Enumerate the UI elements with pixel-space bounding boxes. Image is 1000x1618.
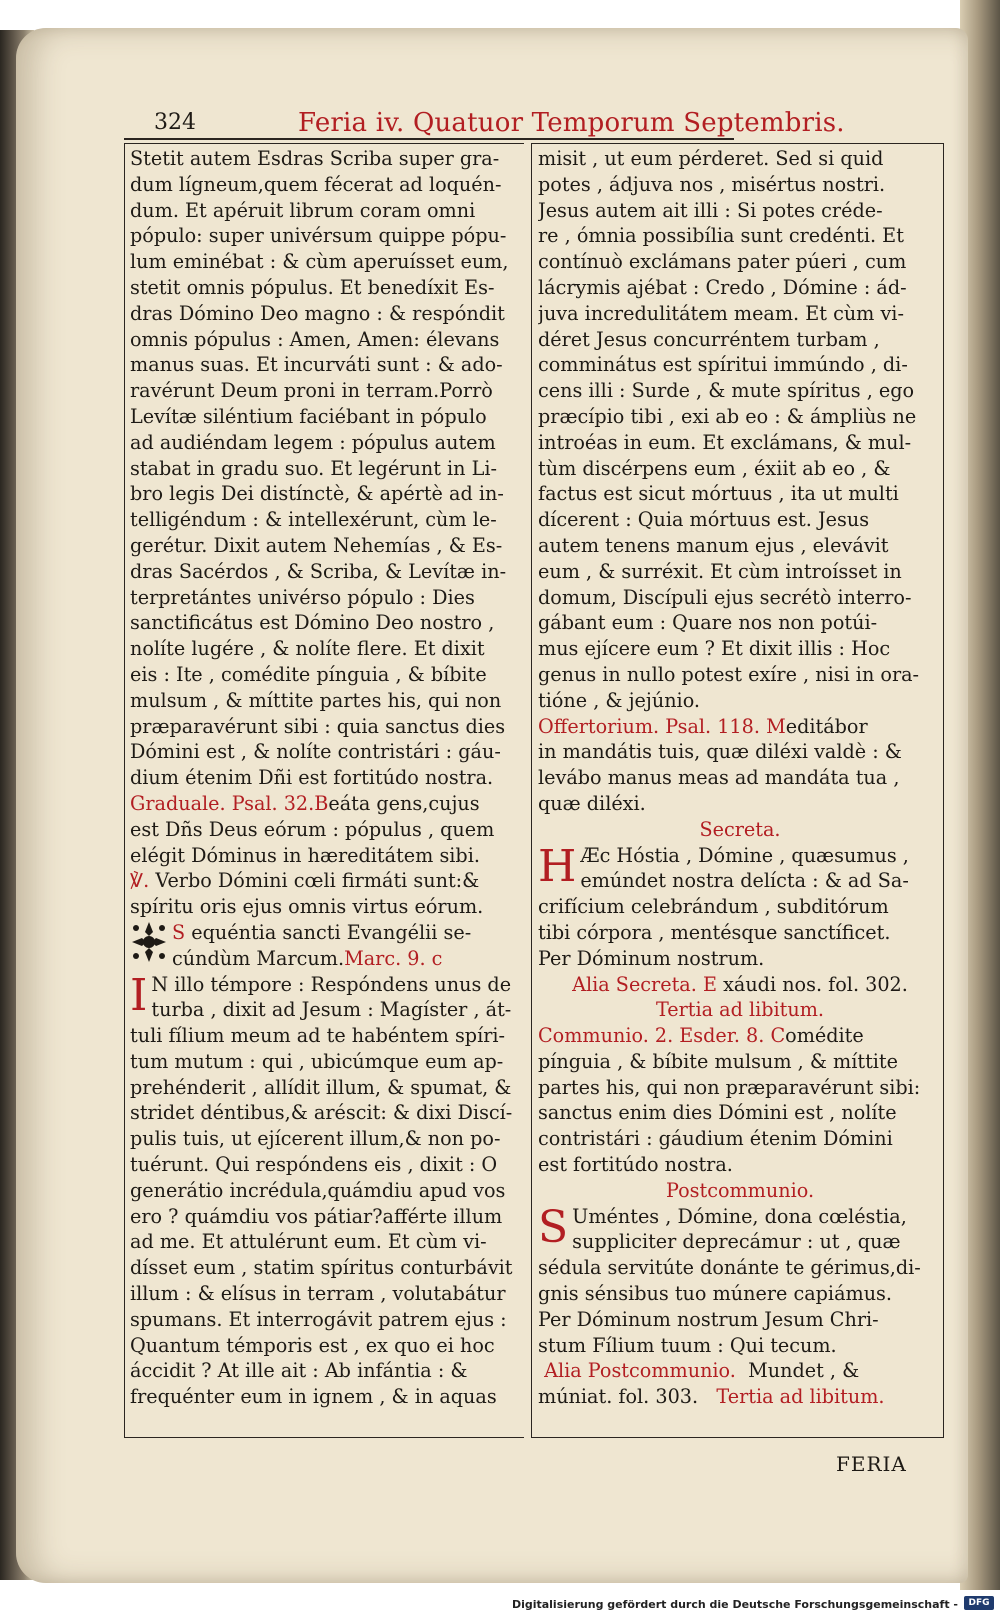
text-line: dium étenim Dñi est fortitúdo nostra. xyxy=(130,766,494,790)
gospel-reference: Marc. 9. c xyxy=(344,946,443,970)
tertia-ad-libitum-2: Tertia ad libitum. xyxy=(716,1385,885,1409)
text-line: gábant eum : Quare nos non potúi- xyxy=(538,611,878,635)
text-line: cens illi : Surde , & mute spíritus , ego xyxy=(538,379,915,403)
text-line: stabat in gradu suo. Et legérunt in Li- xyxy=(130,456,497,480)
gospel-line: N illo témpore : Respóndens unus de xyxy=(151,972,512,996)
text-line: Dómini est , & nolíte contristári : gáu- xyxy=(130,740,501,764)
text-line: tióne , & jejúnio. xyxy=(538,688,701,712)
gradual-first-text: eáta gens,cujus xyxy=(328,791,480,815)
gradual-line: est Dñs Deus eórum : pópulus , quem xyxy=(130,817,495,841)
postcommunion-heading: Postcommunio. xyxy=(665,1178,815,1202)
alia-postcommunio-line xyxy=(538,1358,942,1384)
text-line: manus suas. Et incurváti sunt : & ado- xyxy=(130,353,503,377)
postcommunion-line: sédula servitúte donánte te gérimus,di- xyxy=(538,1256,921,1280)
gospel-line: tuli fílium meum ad te habéntem spíri- xyxy=(130,1024,505,1048)
communion-line xyxy=(538,1023,942,1049)
offertory-first-text: editábor xyxy=(785,714,868,738)
text-line: eis : Ite , comédite pínguia , & bíbite xyxy=(130,662,487,686)
gospel-line: tuérunt. Qui respóndens eis , dixit : O xyxy=(130,1153,498,1177)
gradual-initial: B xyxy=(314,791,329,815)
postcommunion-line: gnis sénsibus tuo múnere capiámus. xyxy=(538,1282,893,1306)
gospel-line: pulis tuis, ut ejícerent illum,& non po- xyxy=(130,1127,501,1151)
text-line: terpretántes univérso pópulo : Dies xyxy=(130,585,475,609)
secret-line: Per Dóminum nostrum. xyxy=(538,946,765,970)
alia-secreta-line xyxy=(538,972,942,998)
secret-line: crifícium celebrándum , subditórum xyxy=(538,895,889,919)
gospel-ornament-icon xyxy=(130,920,168,964)
text-line: factus est sicut mórtuus , ita ut multi xyxy=(538,482,899,506)
text-line: contínuò exclámans pater púeri , cum xyxy=(538,250,907,274)
text-line: dum lígneum,quem fécerat ad loquén- xyxy=(130,172,502,196)
gospel-line: illum : & elísus in terram , volutabátur xyxy=(130,1282,506,1306)
text-line: lácrymis ajébat : Credo , Dómine : ád- xyxy=(538,275,907,299)
secret-line: Æc Hóstia , Dómine , quæsumus , xyxy=(580,843,909,867)
postcommunion-line: Uméntes , Dómine, dona cœléstia, xyxy=(572,1204,907,1228)
postcommunion-line: Per Dóminum nostrum Jesum Chri- xyxy=(538,1307,879,1331)
offertory-line: quæ diléxi. xyxy=(538,791,646,815)
gospel-heading-line-1: equéntia sancti Evangélii se- xyxy=(191,920,472,944)
text-line: re , ómnia possibília sunt credénti. Et xyxy=(538,224,904,248)
text-line: ad audiéndam legem : pópulus autem xyxy=(130,430,496,454)
gospel-line: dísset eum , statim spíritus conturbávit xyxy=(130,1256,513,1280)
text-line: autem tenens manum ejus , elevávit xyxy=(538,533,889,557)
text-line: nolíte lugére , & nolíte flere. Et dixit xyxy=(130,637,485,661)
text-line: dras Dómino Deo magno : & respóndit xyxy=(130,301,505,325)
communion-line: est fortitúdo nostra. xyxy=(538,1153,733,1177)
gospel-text xyxy=(130,969,522,1411)
text-line: genus in nullo potest exíre , nisi in ora- xyxy=(538,662,920,686)
alia-postcommunio-text: Mundet , & xyxy=(748,1359,860,1383)
postcommunion-line: suppliciter deprecámur : ut , quæ xyxy=(572,1230,901,1254)
text-line: eum , & surréxit. Et cùm introísset in xyxy=(538,559,902,583)
versicle-mark: ℣. xyxy=(130,869,150,893)
text-line: Levítæ siléntium faciébant in pópulo xyxy=(130,404,487,428)
text-line: Jesus autem ait illi : Si potes créde- xyxy=(538,198,883,222)
secret-line: emúndet nostra delícta : & ad Sa- xyxy=(580,869,909,893)
tertia-ad-libitum: Tertia ad libitum. xyxy=(655,998,825,1022)
header-rule xyxy=(124,138,734,140)
gospel-continuation xyxy=(538,146,942,714)
versicle-text: Verbo Dómini cœli firmáti sunt:& xyxy=(155,869,480,893)
text-line: potes , ádjuva nos , misértus nostri. xyxy=(538,172,886,196)
postcommunion-line: stum Fílium tuum : Qui tecum. xyxy=(538,1333,837,1357)
text-line: introéas in eum. Et exclámans, & mul- xyxy=(538,430,912,454)
secret-line: tibi córpora , mentésque sanctíficet. xyxy=(538,920,891,944)
gospel-line: ero ? quámdiu vos pátiar?afférte illum xyxy=(130,1204,503,1228)
secret-heading: Secreta. xyxy=(699,817,781,841)
text-line: misit , ut eum pérderet. Sed si quid xyxy=(538,147,884,170)
gospel-dropcap: I xyxy=(130,969,148,1021)
postcommunion-text xyxy=(538,1201,942,1359)
catchword: FERIA xyxy=(836,1452,907,1476)
communion-initial: C xyxy=(770,1024,786,1048)
text-line: tùm discérpens eum , éxiit ab eo , & xyxy=(538,456,891,480)
text-line: præcípio tibi , exi ab eo : & ámpliùs ne xyxy=(538,404,917,428)
communion-line: sanctus enim dies Dómini est , nolíte xyxy=(538,1101,897,1125)
offertory-label: Offertorium. Psal. 118. xyxy=(538,714,760,738)
text-line: gerétur. Dixit autem Nehemías , & Es- xyxy=(130,533,503,557)
text-line: domum, Discípuli ejus secrétò interro- xyxy=(538,585,912,609)
text-line: sanctificátus est Dómino Deo nostro , xyxy=(130,611,495,635)
gospel-line: Quantum témporis est , ex quo ei hoc xyxy=(130,1333,495,1357)
versicle-line: spíritu oris ejus omnis virtus eórum. xyxy=(130,895,484,919)
gospel-heading xyxy=(130,920,522,972)
text-line: déret Jesus concurréntem turbam , xyxy=(538,327,880,351)
digitization-credit: Digitalisierung gefördert durch die Deutsche Forschungsgemeinschaft - xyxy=(511,1598,958,1611)
communion-line: contristári : gáudium étenim Dómini xyxy=(538,1127,893,1151)
text-line: præparavérunt sibi : quia sanctus dies xyxy=(130,714,506,738)
gospel-line: turba , dixit ad Jesum : Magíster , át- xyxy=(151,998,512,1022)
text-line: telligéndum : & intellexérunt, cùm le- xyxy=(130,508,497,532)
offertory-initial: M xyxy=(766,714,786,738)
gospel-line: stridet déntibus,& aréscit: & dixi Discí- xyxy=(130,1101,513,1125)
gospel-line: tum mutum : qui , ubicúmque eum ap- xyxy=(130,1049,504,1073)
gospel-heading-line-2: cúndùm Marcum. xyxy=(172,946,345,970)
gospel-line: spumans. Et interrogávit patrem ejus : xyxy=(130,1307,507,1331)
gradual-line: elégit Dóminus in hæreditátem sibi. xyxy=(130,843,480,867)
gospel-line: prehénderit , allídit illum, & spumat, & xyxy=(130,1075,512,1099)
text-line: comminátus est spíritui immúndo , di- xyxy=(538,353,908,377)
secret-text xyxy=(538,840,942,972)
text-line: Stetit autem Esdras Scriba super gra- xyxy=(130,147,500,170)
offertory-line: levábo manus meas ad mandáta tua , xyxy=(538,766,900,790)
gradual-line xyxy=(130,791,522,817)
communion-label: Communio. 2. Esder. 8. xyxy=(538,1024,765,1048)
alia-secreta-label: Alia Secreta. xyxy=(572,972,697,996)
gospel-initial: S xyxy=(172,920,186,944)
alia-postcommunio-label: Alia Postcommunio. xyxy=(544,1359,736,1383)
text-line: juva incredulitátem meam. Et cùm vi- xyxy=(538,301,904,325)
communion-text xyxy=(538,1049,942,1178)
offertory-line: in mandátis tuis, quæ diléxi valdè : & xyxy=(538,740,902,764)
gospel-line: ad me. Et attulérunt eum. Et cùm vi- xyxy=(130,1230,487,1254)
text-line: stetit omnis pópulus. Et benedíxit Es- xyxy=(130,275,495,299)
offertory-line xyxy=(538,714,942,740)
alia-secreta-text: xáudi nos. fol. 302. xyxy=(723,972,908,996)
communion-line: partes his, qui non præparavérunt sibi: xyxy=(538,1075,921,1099)
text-line: omnis pópulus : Amen, Amen: élevans xyxy=(130,327,500,351)
text-line: ravérunt Deum proni in terram.Porrò xyxy=(130,379,493,403)
communion-first-text: omédite xyxy=(785,1024,864,1048)
versicle-line xyxy=(130,868,522,894)
text-line: lum eminébat : & cùm aperuísset eum, xyxy=(130,250,509,274)
text-line: pópulo: super univérsum quippe pópu- xyxy=(130,224,507,248)
communion-line: pínguia , & bíbite mulsum , & míttite xyxy=(538,1049,898,1073)
text-line: dum. Et apéruit librum coram omni xyxy=(130,198,476,222)
final-line-text: múniat. fol. 303. xyxy=(538,1385,699,1409)
gospel-line: generátio incrédula,quámdiu apud vos xyxy=(130,1178,506,1202)
dfg-logo: DFG xyxy=(964,1596,994,1610)
running-title: Feria iv. Quatuor Temporum Septembris. xyxy=(298,108,845,138)
text-line: bro legis Dei distínctè, & apértè ad in- xyxy=(130,482,504,506)
text-line: dras Sacérdos , & Scriba, & Levítæ in- xyxy=(130,559,507,583)
alia-secreta-initial: E xyxy=(702,972,717,996)
secret-dropcap: H xyxy=(538,840,577,892)
gospel-line: frequénter eum in ignem , & in aquas xyxy=(130,1385,497,1409)
text-line: dícerent : Quia mórtuus est. Jesus xyxy=(538,508,870,532)
gradual-label: Graduale. Psal. 32. xyxy=(130,791,315,815)
gospel-line: áccidit ? At ille ait : Ab infántia : & xyxy=(130,1359,468,1383)
right-column-text xyxy=(538,146,942,1410)
postcommunion-dropcap: S xyxy=(538,1201,569,1253)
esdras-reading xyxy=(130,146,522,791)
text-line: mus ejícere eum ? Et dixit illis : Hoc xyxy=(538,637,891,661)
final-line xyxy=(538,1384,942,1410)
page-number: 324 xyxy=(154,110,196,135)
text-line: mulsum , & míttite partes his, qui non xyxy=(130,688,502,712)
left-column-text xyxy=(130,146,522,1410)
